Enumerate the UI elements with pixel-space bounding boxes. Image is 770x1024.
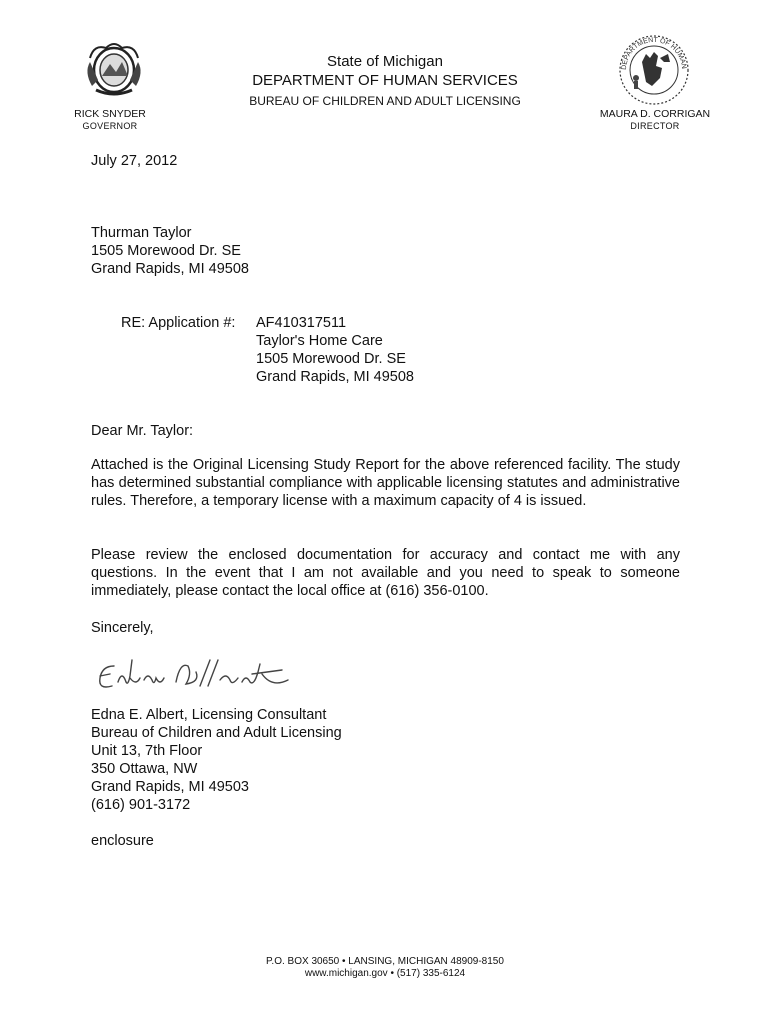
governor-name: RICK SNYDER [74,108,146,120]
enclosure-note: enclosure [91,833,154,849]
re-line: Grand Rapids, MI 49508 [256,369,414,385]
re-line: AF410317511 [256,315,347,331]
signature-line: Bureau of Children and Adult Licensing [91,725,342,741]
footer-address: P.O. BOX 30650 • LANSING, MICHIGAN 48909-8150 [266,956,504,967]
re-line: Taylor's Home Care [256,333,383,349]
signature-line: (616) 901-3172 [91,797,191,813]
recipient-address [91,224,249,278]
paragraph-2: Please review the enclosed documentation for accuracy and contact me with any questions. In the event that I am not available and you need to speak to someone immediately, please contact the local office at (616) 356-0100. [91,547,680,599]
state-seal-icon [80,36,148,98]
signature-line: Edna E. Albert, Licensing Consultant [91,707,327,723]
closing: Sincerely, [91,620,154,636]
signature-icon [92,652,302,698]
signature-line: Unit 13, 7th Floor [91,743,203,759]
bureau-name: BUREAU OF CHILDREN AND ADULT LICENSING [249,94,521,108]
recipient-line: Grand Rapids, MI 49508 [91,261,249,277]
recipient-line: 1505 Morewood Dr. SE [91,243,241,259]
footer-contact: www.michigan.gov • (517) 335-6124 [304,968,466,979]
department-name: DEPARTMENT OF HUMAN SERVICES [252,72,518,89]
salutation: Dear Mr. Taylor: [91,423,194,439]
re-details [256,314,414,386]
director-name: MAURA D. CORRIGAN [599,108,711,120]
state-name: State of Michigan [327,53,443,70]
re-label: RE: Application #: [121,315,236,331]
recipient-line: Thurman Taylor [91,225,192,241]
svg-text:DEPARTMENT OF HUMAN SERVICES: DEPARTMENT OF HUMAN [620,36,688,71]
dhs-seal-icon [616,32,692,108]
signature-block [91,706,342,814]
paragraph-1: Attached is the Original Licensing Study Report for the above referenced facility. The study has determined substantial compliance with applicable licensing statutes and administrative rules. Therefore, a temporary license with a maximum capacity of 4 is issued. [91,457,680,509]
signature-line: Grand Rapids, MI 49503 [91,779,249,795]
re-line: 1505 Morewood Dr. SE [256,351,406,367]
director-title: DIRECTOR [630,121,680,131]
governor-title: GOVERNOR [82,121,138,131]
signature-line: 350 Ottawa, NW [91,761,198,777]
letter-date: July 27, 2012 [91,153,178,169]
